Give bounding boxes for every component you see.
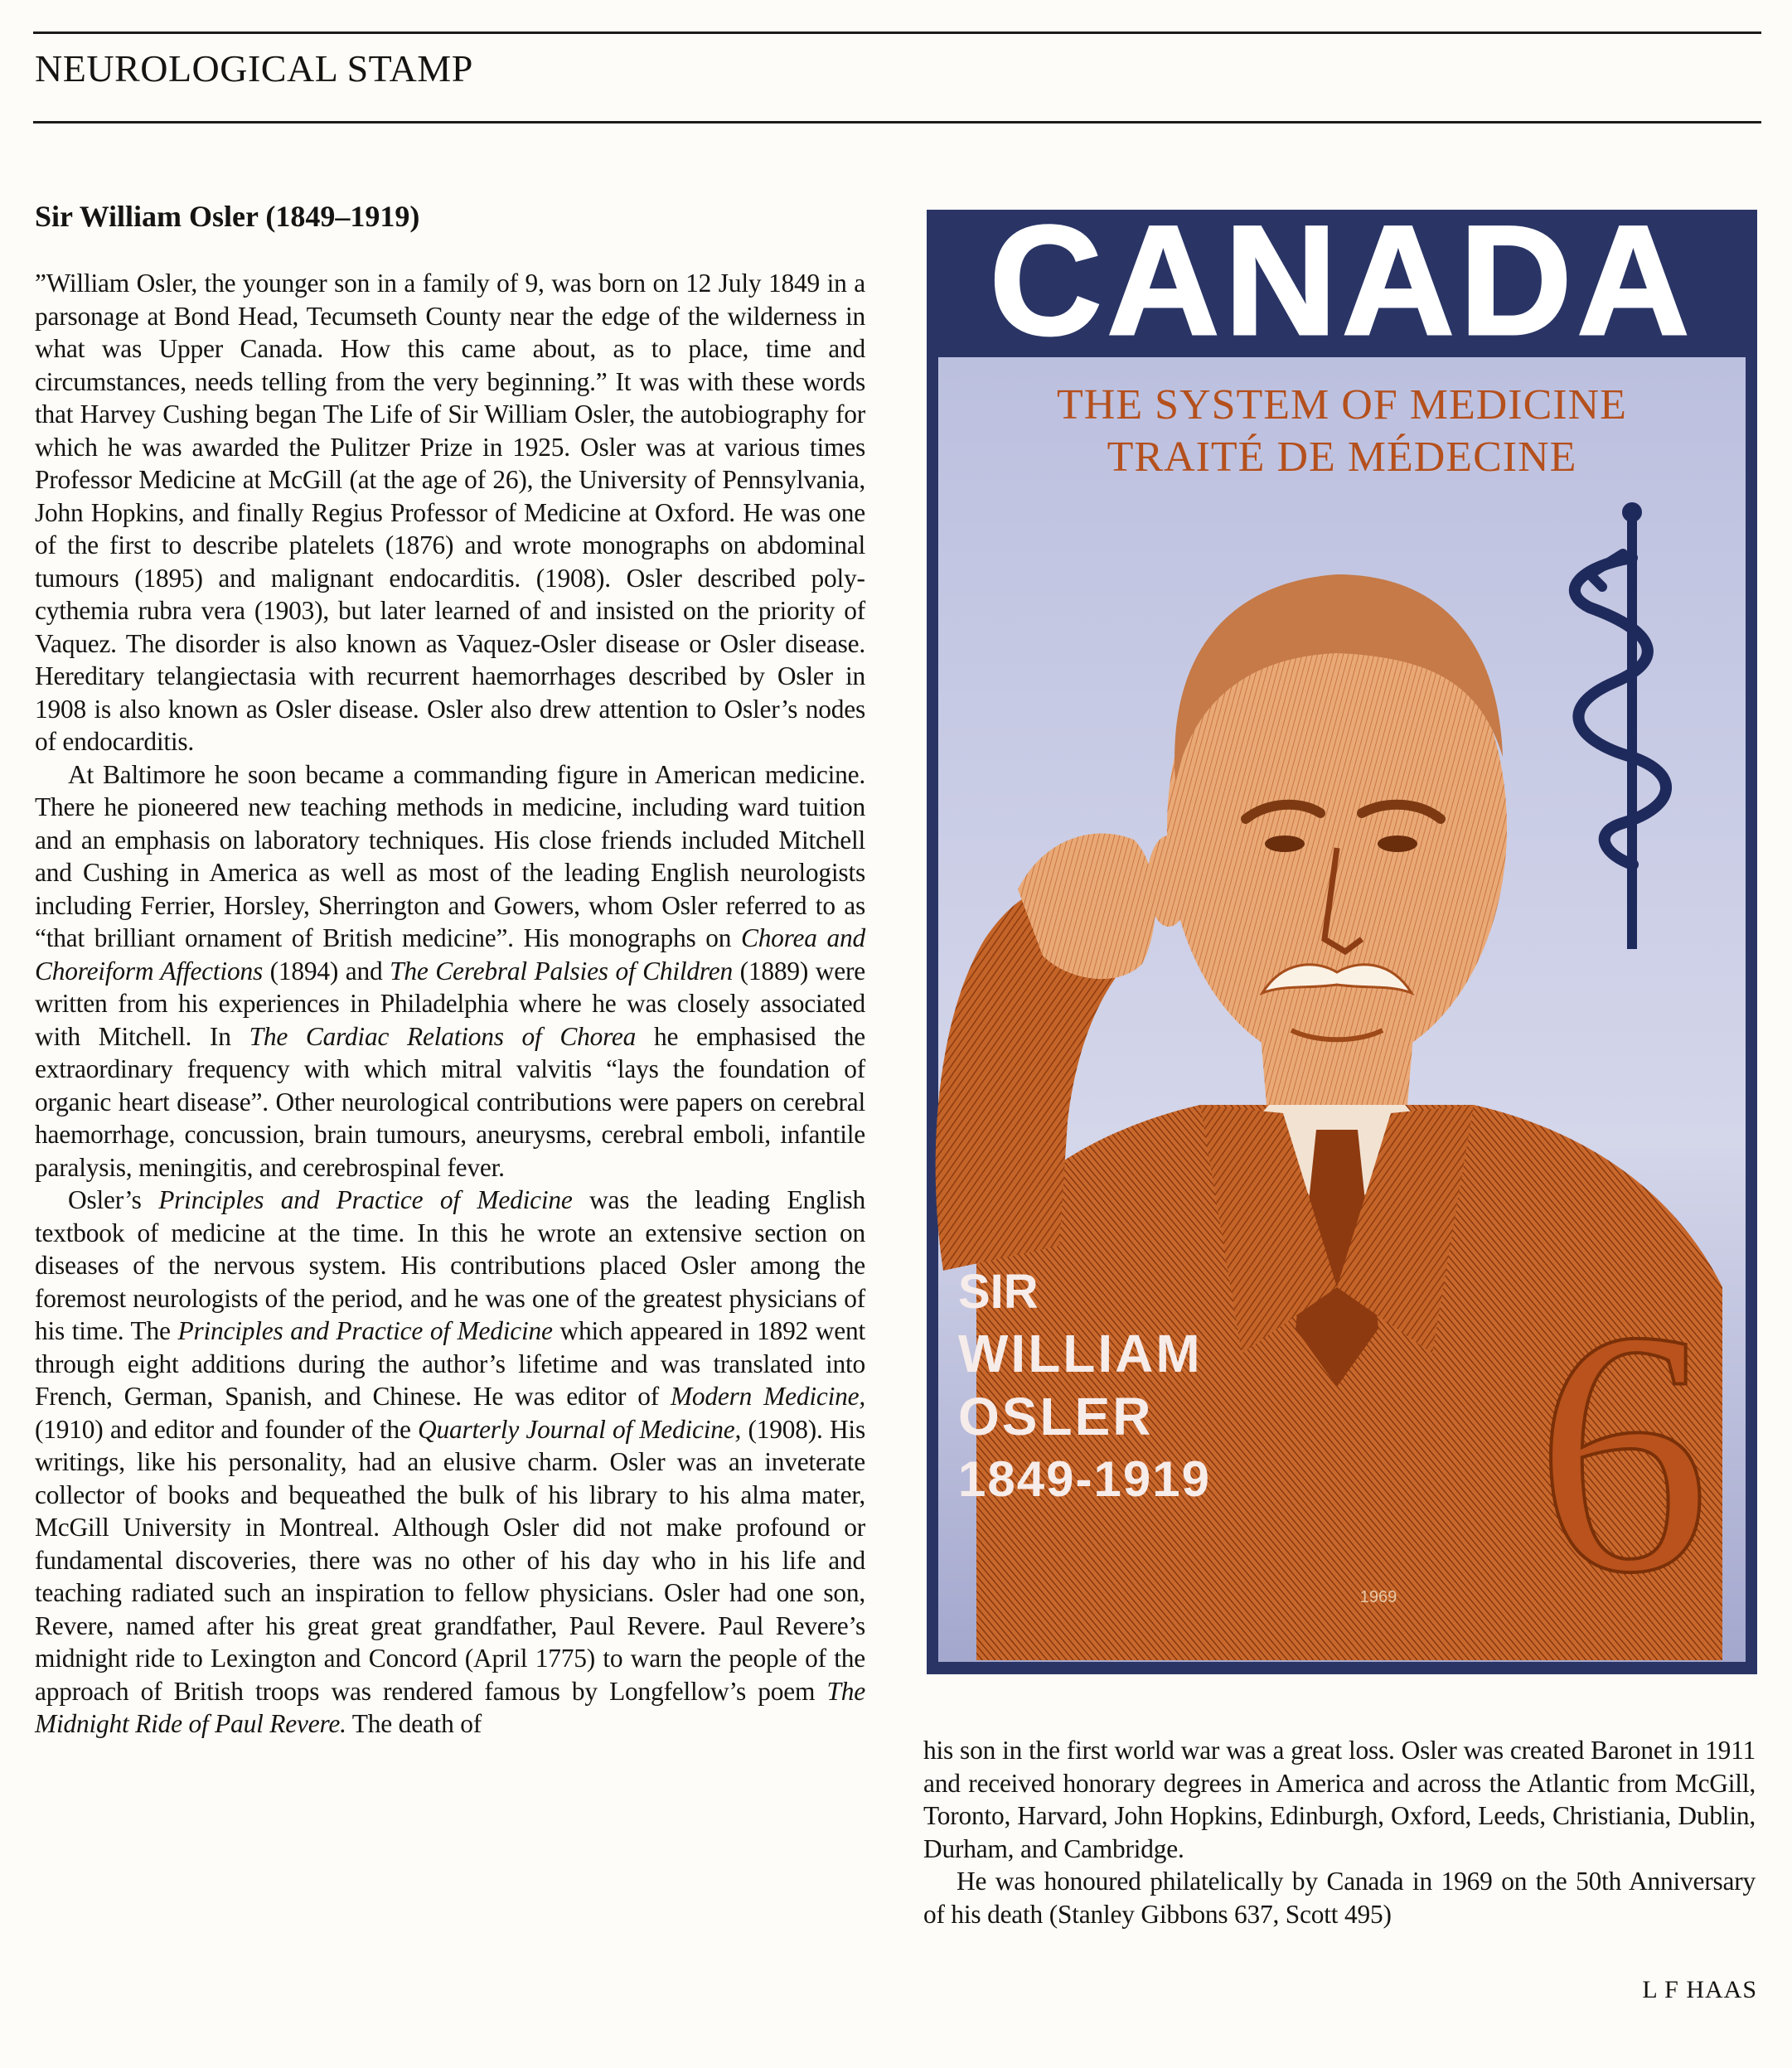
author-signature: L F HAAS <box>1642 1976 1757 2003</box>
text-run: he emphasised the extraordinary frequency with which mitral valvitis “lays the foundation of organic heart disease”. Other neurological contributions were papers on cerebral haemorrhage, concussion, brain tumours, aneurysms, cerebral emboli, infantile paralysis, meningitis, and cerebrospinal fever. <box>35 1021 865 1182</box>
stamp-border-left <box>927 357 938 1674</box>
text-run: (1894) and <box>262 956 390 986</box>
stamp-border-right <box>1746 357 1757 1674</box>
text-run: his son in the first world war was a great loss. Osler was created Baronet in 1911 and received honorary degrees in America and across the Atlantic from McGill, Toronto, Harvard, John Hopkins, Edinburgh, Oxford, Leeds, Christiania, Dublin, Durham, and Cambridge. <box>923 1736 1756 1863</box>
section-title: NEUROLOGICAL STAMP <box>35 47 473 90</box>
italic-title: Chorea and Choreiform Affections <box>35 923 865 986</box>
text-run: which appeared in 1892 went through eight additions during the author’s lifetime and was translated into French, German, Spanish, and Chinese. He was editor of <box>35 1316 865 1411</box>
italic-title: Quarterly Journal of Medicine, <box>418 1414 742 1444</box>
stamp-name-line-1: SIR <box>958 1265 1039 1319</box>
text-run: Osler’s <box>68 1185 159 1214</box>
stamp-name-line-2: WILLIAM <box>958 1324 1203 1383</box>
italic-title: Principles and Practice of Medicine <box>177 1316 553 1345</box>
canada-osler-stamp-image <box>927 210 1757 1674</box>
text-run: The death of <box>346 1709 482 1738</box>
text-run: was the leading English textbook of medicine at the time. In this he wrote an extensive section on diseases of the nervous system. His contributions placed Osler among the foremost neurologists of the period, and he was one of the greatest physicians of his time. The <box>35 1185 866 1345</box>
stamp-country: CANADA <box>989 210 1695 367</box>
stamp-title-fr: TRAITÉ DE MÉDECINE <box>1107 433 1577 481</box>
header-rule <box>33 121 1761 123</box>
stamp-printer-year: 1969 <box>1359 1588 1397 1606</box>
article-body-left-column <box>35 267 865 1741</box>
stamp-border-bottom <box>927 1662 1757 1674</box>
italic-title: The Cerebral Palsies of Children <box>390 956 733 986</box>
paragraph-4 <box>923 1865 1756 1930</box>
italic-title: The Cardiac Relations of Chorea <box>249 1021 637 1051</box>
article-body-right-column <box>923 1734 1756 1930</box>
text-run: He was honoured philatelically by Canada in 1969 on the 50th Anniversary of his death (Stanley Gibbons 637, Scott 495) <box>923 1867 1756 1929</box>
stamp-denomination: 6 <box>1536 1259 1710 1644</box>
stamp-years: 1849-1919 <box>958 1451 1211 1507</box>
top-rule <box>33 31 1761 34</box>
stamp-name-line-3: OSLER <box>958 1387 1154 1446</box>
paragraph-1 <box>35 267 865 758</box>
text-run: At Baltimore he soon became a commanding figure in American medicine. There he pioneered new teaching methods in medicine, including ward tuition and an emphasis on laboratory techniques. His close friends included Mitchell and Cushing in America as well as most of the leading English neurologists including Ferrier, Horsley, Sherrington and Gowers, whom Osler referred to as “that brilliant ornament of British medicine”. His monographs on <box>35 759 865 952</box>
paragraph-3-continued <box>923 1734 1756 1865</box>
article-title: Sir William Osler (1849–1919) <box>35 200 420 233</box>
text-run: (1889) were written from his experiences in Philadelphia where he was closely associated with Mitchell. In <box>35 956 865 1051</box>
text-run: (1910) and editor and founder of the <box>35 1414 419 1444</box>
italic-title: Modern Medicine, <box>670 1382 865 1411</box>
italic-title: The Midnight Ride of Paul Revere. <box>35 1676 865 1738</box>
italic-title: Principles and Practice of Medicine <box>158 1185 573 1214</box>
text-run: (1908). His writings, like his personality, had an elusive charm. Osler was an inveterate collector of books and bequeathed the bulk of his library to his alma mater, McGill University in Montreal. Although Osler did not make profound or fundamental discoveries, there was no other of his day who in his life and teaching radiated such an inspiration to fellow physicians. Osler had one son, Revere, named after his great great grandfather, Paul Revere. Paul Revere’s midnight ride to Lexington and Concord (April 1775) to warn the people of the approach of British troops was rendered famous by Longfellow’s poem <box>35 1414 865 1706</box>
paragraph-2 <box>35 758 865 1184</box>
paragraph-1-text: ”William Osler, the younger son in a family of 9, was born on 12 July 1849 in a parsonage at Bond Head, Tecumseth County near the edge of the wilderness in what was Upper Canada. How this came about, as to place, time and circumstances, needs telling from the very beginning.” It was with these words that Harvey Cushing began The Life of Sir William Osler, the autobiography for which he was awarded the Pulitzer Prize in 1925. Osler was at various times Professor Medicine at McGill (at the age of 26), the University of Pennsylvania, John Hopkins, and finally Regius Professor of Medicine at Oxford. He was one of the first to describe platelets (1876) and wrote monographs on abdominal tumours (1895) and malignant endocarditis. (1908). Osler described polycythemia rubra vera (1903), but later learned of and insisted on the priority of Vaquez. The disorder is also known as Vaquez-Osler disease or Osler disease. Hereditary telangiectasia with recurrent haemorrhages described by Osler in 1908 is also known as Osler disease. Osler also drew attention to Osler’s nodes of endocarditis. <box>35 269 865 756</box>
paragraph-3 <box>35 1184 865 1741</box>
stamp-title-en: THE SYSTEM OF MEDICINE <box>1057 381 1627 429</box>
